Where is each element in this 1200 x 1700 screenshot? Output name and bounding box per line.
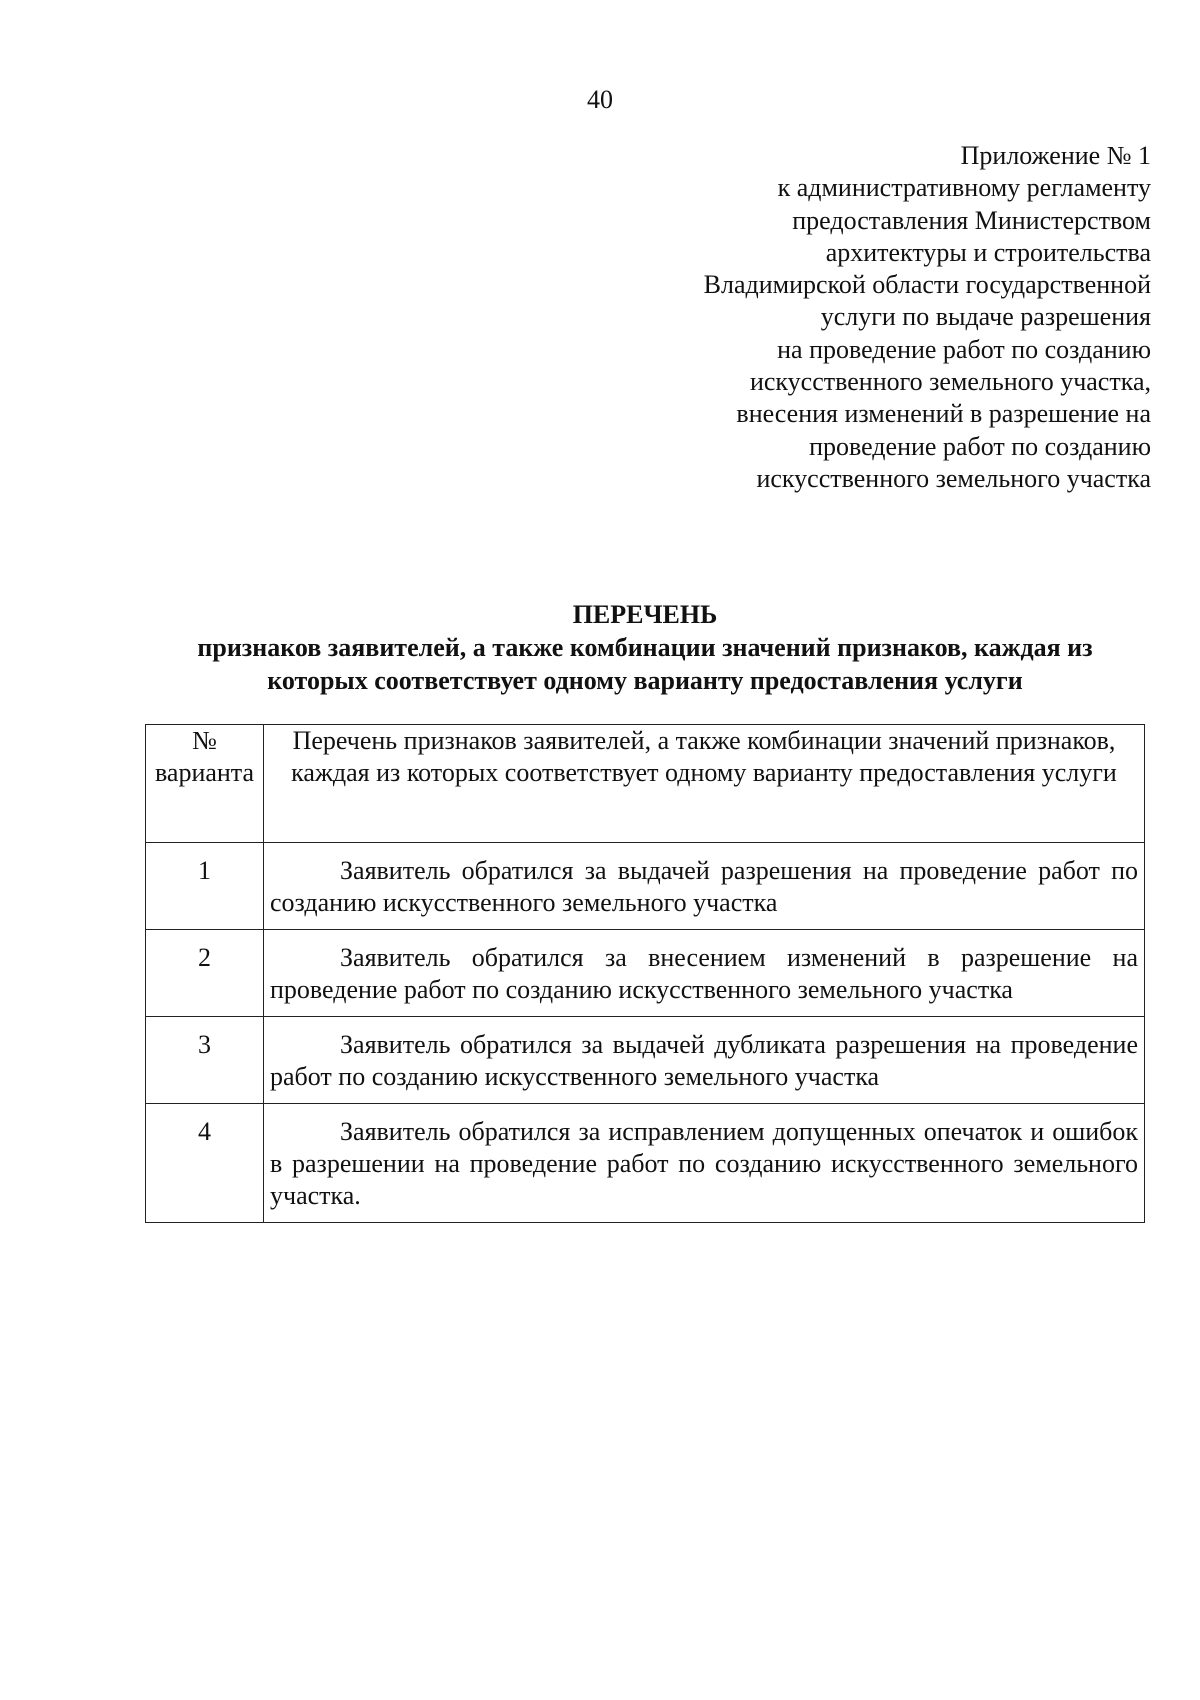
appendix-line: на проведение работ по созданию bbox=[777, 334, 1151, 364]
variants-table bbox=[145, 724, 1145, 1223]
appendix-line: архитектуры и строительства bbox=[825, 237, 1151, 267]
header-variant-number bbox=[146, 725, 264, 843]
appendix-line: Приложение № 1 bbox=[960, 141, 1151, 170]
variant-text: Заявитель обратился за выдачей дубликата разрешения на проведение работ по созданию искусственного земельного участка bbox=[270, 1030, 1138, 1091]
table-row bbox=[146, 843, 1145, 930]
variant-description bbox=[264, 930, 1145, 1017]
variant-description bbox=[264, 1017, 1145, 1104]
variant-description bbox=[264, 1104, 1145, 1223]
appendix-line: искусственного земельного участка, bbox=[749, 367, 1151, 397]
variant-text: Заявитель обратился за внесением изменений в разрешение на проведение работ по созданию искусственного земельного участка bbox=[270, 943, 1138, 1004]
title-subtitle-line: которых соответствует одному варианту предоставления услуги bbox=[267, 666, 1023, 695]
page-number: 40 bbox=[587, 85, 613, 114]
header-num-sign: № bbox=[192, 726, 217, 755]
header-description: Перечень признаков заявителей, а также комбинации значений признаков, каждая из которых соответствует одному варианту предоставления услуги bbox=[264, 725, 1145, 843]
variant-text: Заявитель обратился за выдачей разрешения на проведение работ по созданию искусственного земельного участка bbox=[270, 856, 1138, 917]
table-header-row bbox=[146, 725, 1145, 843]
variant-text: Заявитель обратился за исправлением допущенных опечаток и ошибок в разрешении на проведение работ по созданию искусственного земельного участка. bbox=[270, 1117, 1138, 1210]
title-heading: ПЕРЕЧЕНЬ bbox=[572, 600, 718, 629]
appendix-line: к административному регламенту bbox=[777, 173, 1151, 203]
appendix-line: Владимирской области государственной bbox=[703, 270, 1151, 300]
title-subtitle-line: признаков заявителей, а также комбинации значений признаков, каждая из bbox=[197, 633, 1093, 662]
table-row bbox=[146, 1017, 1145, 1104]
appendix-note bbox=[551, 140, 1151, 495]
appendix-line: внесения изменений в разрешение на bbox=[736, 399, 1151, 429]
variant-number: 4 bbox=[146, 1104, 264, 1223]
variant-number: 2 bbox=[146, 930, 264, 1017]
document-title bbox=[145, 598, 1145, 697]
header-num-word: варианта bbox=[154, 758, 255, 787]
appendix-line: искусственного земельного участка bbox=[756, 463, 1151, 493]
variant-description bbox=[264, 843, 1145, 930]
appendix-line: услуги по выдаче разрешения bbox=[820, 302, 1151, 332]
appendix-line: предоставления Министерством bbox=[792, 205, 1151, 235]
variant-number: 1 bbox=[146, 843, 264, 930]
table-row bbox=[146, 1104, 1145, 1223]
appendix-line: проведение работ по созданию bbox=[809, 431, 1151, 461]
variant-number: 3 bbox=[146, 1017, 264, 1104]
table-row bbox=[146, 930, 1145, 1017]
